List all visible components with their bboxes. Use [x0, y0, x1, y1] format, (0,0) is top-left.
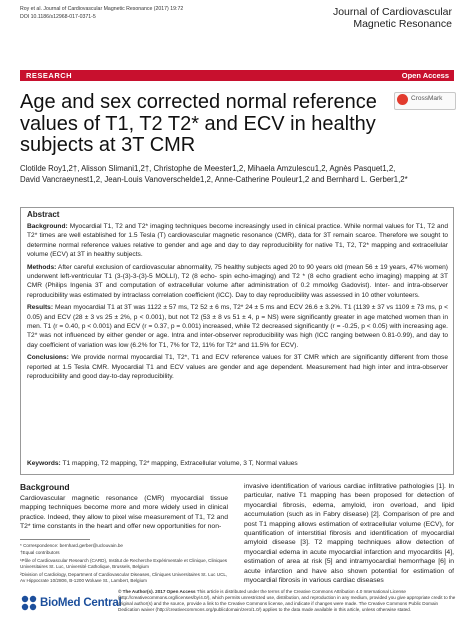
author-line-2: David Vancraeynest1,2, Jean-Louis Vanoverschelde1,2, Anne-Catherine Pouleur1,2 and Bernhard L. Gerber1,2*: [20, 175, 408, 184]
running-header: [20, 6, 183, 21]
open-access-label: Open Access: [401, 71, 449, 80]
abstract-conclusions: Conclusions: We provide normal myocardial T1, T2*, T1 and ECV reference values for 3T CMR which are significantly different from those reported at 1.5 Tesla CMR. Myocardial T1 and ECV values are gender and age dependent. Measurement had high inter and intra-observer reproducibility and good day-to-day reproducibility.: [27, 354, 449, 381]
article-title: Age and sex corrected normal reference values of T1, T2 T2* and ECV in healthy subjects at 3T CMR: [20, 91, 377, 156]
crossmark-icon: [397, 94, 408, 105]
body-right-column: invasive identification of various cardiac infiltrative pathologies [1]. In particular, native T1 mapping has been proposed for detection of myocardial fibrosis, edema, amyloid, iron overload, and lipid accumulation (such as in Fabry disease) [2]. Comparison of pre and post T1 mapping allows estimation of extracellular volume (ECV), for quantification of interstitial fibrosis and identification of myocardial amyloid disease [3]. T2 mapping techniques allow detection of myocardial edema in acute myocardial infarction and myocarditis [4], estimation of area at risk [5] and intramyocardial hemorrhage [6] in acute infarction and have also shown potential for estimation of myocardial fibrosis in various cardiac diseases: [244, 483, 454, 585]
affiliation-1: ¹Pôle of Cardiovascular Research (CARD), Institut de Recherche Expérimentale et Clinique, Cliniques Universitaires St. Luc, Université Catholique, Brussels, Belgium: [20, 557, 228, 570]
biomed-central-logo: [20, 591, 122, 615]
article-type-bar: [20, 70, 454, 81]
abstract-heading: Abstract: [27, 210, 60, 219]
correspondence: * Correspondence: bernhard.gerber@uclouvain.be: [20, 543, 123, 548]
equal-contrib: †Equal contributors: [20, 550, 60, 556]
affiliation-2: ²Division of Cardiology, Department of Cardiovascular Diseases, Cliniques Universitaires St. Luc UCL, Av Hippocrate 10/2806, B-1200 Woluwe St., Lambert, Belgium: [20, 571, 228, 584]
author-line-1: Clotilde Roy1,2†, Alisson Slimani1,2†, Christophe de Meester1,2, Mihaela Amzulescu1,2, Agnès Pasquet1,2,: [20, 164, 396, 173]
biomed-logo-icon: [20, 594, 38, 612]
abstract-results: Results: Mean myocardial T1 at 3T was 1122 ± 57 ms, T2 52 ± 6 ms, T2* 24 ± 5 ms and ECV 26.6 ± 3.2%. T1 (1139 ± 37 vs 1109 ± 73 ms, p < 0.05) and ECV (28 ± 3 vs 25 ± 2%, p < 0.001), but not T2 (53 ± 8 vs 51 ± 4, p = NS) were significantly greater in age matched women than in men. T1 (r = 0.40, p < 0.001) and ECV (r = 0.37, p = 0.001) increased, while T2 decreased significantly (r = -0.25, p < 0.05) with increasing age. T2* was not influenced by either gender or age. Intra and inter-observer reproducibility was high (ICC ranging between 0.81-0.99), and day to day coefficient of variation was low (6.2% for T1, 7% for T2, 11% for T2* and 11.5% for ECV).: [27, 304, 448, 349]
journal-name: Journal of Cardiovascular Magnetic Resonance: [332, 6, 452, 30]
crossmark-label: CrossMark: [411, 95, 443, 102]
license-text: © The Author(s). 2017 Open Access This article is distributed under the terms of the Creative Commons Attribution 4.0 International License (http://creativecommons.org/licenses/by/4.0/), which permits unrestricted use, distribution, and reproduction in any medium, provided you give appropriate credit to the original author(s) and the source, provide a link to the Creative Commons license, and indicate if changes were made. The Creative Commons Public Domain Dedication waiver (http://creativecommons.org/publicdomain/zero/1.0/) applies to the data made available in this article, unless otherwise stated.: [118, 589, 456, 613]
abstract-body: [27, 222, 448, 385]
footnote-divider: [20, 539, 90, 540]
abstract-methods: Methods: After careful exclusion of cardiovascular abnormality, 75 healthy subjects aged 20 to 90 years old (mean 56 ± 19 years, 47% women) underwent left-ventricular T1 (3-(3)-3-(3)-5 MOLLI), T2 (8 echo- spin echo-imaging) and T2 * (8 echo gradient echo imaging) mapping at 3T CMR (Philips Ingenia 3T and computation of extracellular volume after administration of 0.2 mmol/kg Gadovist). Inter- and intra-observer reproducibility was estimated by intraclass correlation coefficient (ICC). Day to day reproducibility was assessed in 10 other volunteers.: [27, 263, 448, 299]
doi-link[interactable]: DOI 10.1186/s12968-017-0371-5: [20, 13, 96, 20]
keywords: Keywords: T1 mapping, T2 mapping, T2* mapping, Extracellular volume, 3 T, Normal values: [27, 460, 298, 467]
logo-text: BioMed Central: [40, 597, 122, 609]
body-left-column: Cardiovascular magnetic resonance (CMR) myocardial tissue mapping techniques become more and more widely used in clinical practice. Indeed, they allow to pixel wise measurement of T1, T2 and T2* time constants in the heart and offer new opportunities for non-: [20, 495, 228, 531]
crossmark-badge[interactable]: [394, 92, 454, 118]
abstract-background: Background: Myocardial T1, T2 and T2* imaging techniques become increasingly used in clinical practice. While normal values for T1, T2 and T2* times are well established for 1.5 Tesla (T) cardiovascular magnetic resonance (CMR), data for 3T remain scarce. Therefore we sought to determine normal reference values relative to gender and age and day to day reproducibility for native T1, T2, T2* mapping and extracellular volume (ECV) at 3T in healthy subjects.: [27, 223, 448, 259]
citation-line: Roy et al. Journal of Cardiovascular Magnetic Resonance (2017) 19:72: [20, 6, 184, 12]
article-type-label: RESEARCH: [26, 71, 73, 80]
author-list: [20, 163, 452, 185]
footnotes: [20, 543, 228, 585]
background-heading: Background: [20, 482, 70, 492]
